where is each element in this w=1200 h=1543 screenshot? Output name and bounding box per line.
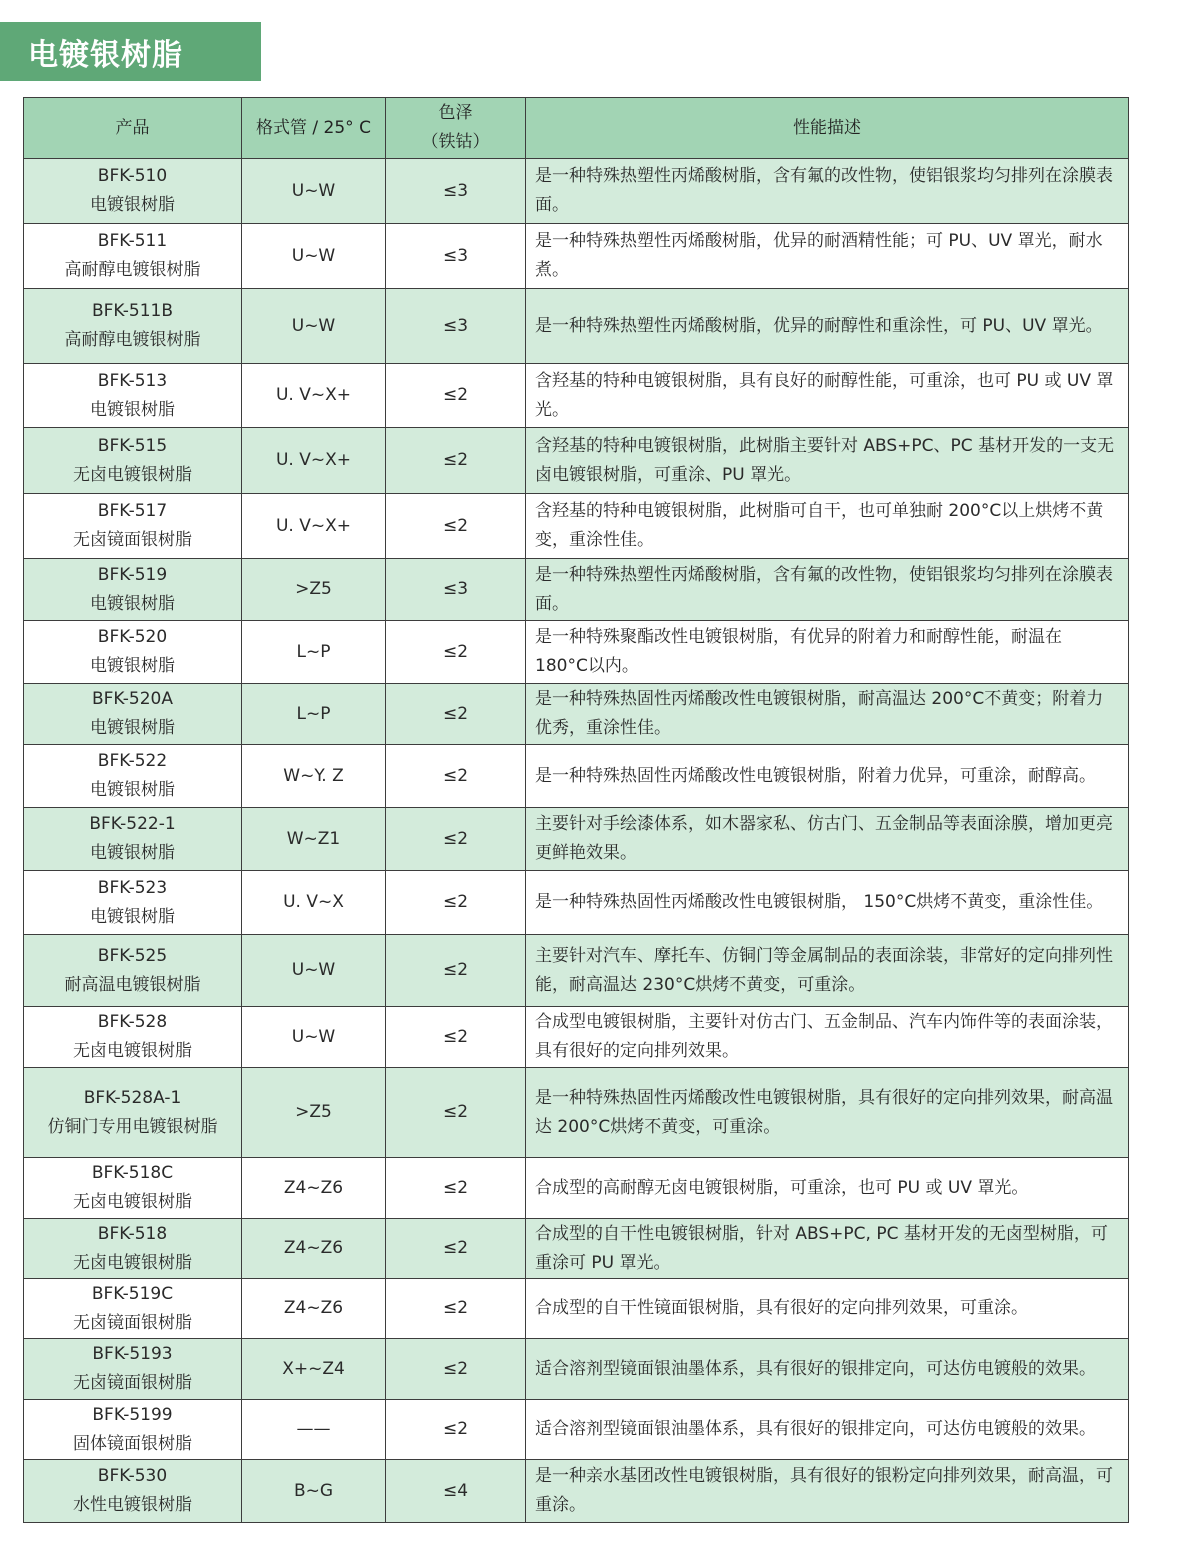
table-row (24, 745, 1129, 808)
product-cell (24, 559, 242, 621)
viscosity-cell: >Z5 (242, 1068, 386, 1158)
product-name: 无卤镜面银树脂 (73, 530, 192, 550)
color-cell: ≤2 (386, 428, 526, 494)
table-row (24, 1339, 1129, 1400)
product-code: BFK-528 (97, 1012, 168, 1032)
product-cell (24, 494, 242, 559)
product-spec-table (23, 97, 1129, 1523)
product-code: BFK-520A (91, 689, 173, 709)
table-row (24, 1158, 1129, 1219)
description-cell: 适合溶剂型镜面银油墨体系，具有很好的银排定向，可达仿电镀般的效果。 (526, 1339, 1129, 1400)
description-cell: 是一种特殊热塑性丙烯酸树脂，优异的耐醇性和重涂性，可 PU、UV 罩光。 (526, 289, 1129, 364)
section-title-band (0, 22, 261, 81)
product-name: 电镀银树脂 (90, 195, 175, 215)
product-cell (24, 1400, 242, 1460)
product-cell (24, 428, 242, 494)
header-color-line1: 色泽 (438, 103, 473, 123)
product-code: BFK-523 (97, 877, 168, 898)
product-cell (24, 364, 242, 428)
viscosity-cell: W~Z1 (242, 808, 386, 871)
product-code: BFK-511B (91, 301, 174, 321)
product-name: 仿铜门专用电镀银树脂 (47, 1116, 218, 1137)
product-name: 无卤电镀银树脂 (73, 1192, 192, 1212)
header-color (386, 98, 526, 159)
product-code: BFK-530 (97, 1466, 168, 1486)
color-cell: ≤2 (386, 1219, 526, 1279)
product-cell (24, 935, 242, 1007)
table-row (24, 1219, 1129, 1279)
product-name: 电镀银树脂 (90, 593, 175, 614)
section-title: 电镀银树脂 (28, 37, 183, 73)
description-cell: 是一种特殊聚酯改性电镀银树脂，有优异的附着力和耐醇性能，耐温在 180°C以内。 (526, 621, 1129, 684)
product-name: 高耐醇电镀银树脂 (64, 260, 201, 280)
product-code: BFK-5193 (92, 1344, 173, 1364)
product-code: BFK-522-1 (89, 814, 176, 834)
description-cell: 含羟基的特种电镀银树脂，此树脂主要针对 ABS+PC、PC 基材开发的一支无卤电镀银树脂，可重涂、PU 罩光。 (526, 428, 1129, 494)
color-cell: ≤2 (386, 621, 526, 684)
viscosity-cell: U~W (242, 1007, 386, 1068)
product-cell (24, 871, 242, 935)
viscosity-cell: Z4~Z6 (242, 1279, 386, 1339)
color-cell: ≤2 (386, 871, 526, 935)
table-row (24, 1400, 1129, 1460)
viscosity-cell: B~G (242, 1460, 386, 1523)
description-cell: 是一种特殊热固性丙烯酸改性电镀银树脂， 150°C烘烤不黄变，重涂性佳。 (526, 871, 1129, 935)
viscosity-cell: U. V~X+ (242, 428, 386, 494)
product-cell (24, 621, 242, 684)
product-name: 电镀银树脂 (90, 718, 175, 738)
table-row (24, 1460, 1129, 1523)
product-code: BFK-513 (97, 370, 168, 391)
product-name: 无卤电镀银树脂 (73, 1252, 192, 1273)
color-cell: ≤2 (386, 1007, 526, 1068)
color-cell: ≤2 (386, 808, 526, 871)
color-cell: ≤3 (386, 559, 526, 621)
product-name: 电镀银树脂 (90, 780, 175, 800)
product-cell (24, 159, 242, 224)
product-code: BFK-519 (97, 564, 168, 585)
color-cell: ≤2 (386, 745, 526, 808)
product-cell (24, 1007, 242, 1068)
description-cell: 是一种特殊热塑性丙烯酸树脂，含有氟的改性物，使铝银浆均匀排列在涂膜表面。 (526, 159, 1129, 224)
viscosity-cell: U~W (242, 935, 386, 1007)
product-cell (24, 1068, 242, 1158)
product-cell (24, 808, 242, 871)
viscosity-cell: >Z5 (242, 559, 386, 621)
viscosity-cell: L~P (242, 684, 386, 745)
color-cell: ≤2 (386, 1339, 526, 1400)
product-name: 高耐醇电镀银树脂 (64, 330, 201, 350)
description-cell: 是一种特殊热固性丙烯酸改性电镀银树脂，附着力优异，可重涂，耐醇高。 (526, 745, 1129, 808)
product-code: BFK-5199 (92, 1404, 173, 1425)
color-cell: ≤2 (386, 935, 526, 1007)
table-row (24, 559, 1129, 621)
description-cell: 是一种特殊热塑性丙烯酸树脂，含有氟的改性物，使铝银浆均匀排列在涂膜表面。 (526, 559, 1129, 621)
description-cell: 含羟基的特种电镀银树脂，具有良好的耐醇性能，可重涂，也可 PU 或 UV 罩光。 (526, 364, 1129, 428)
viscosity-cell: Z4~Z6 (242, 1158, 386, 1219)
description-cell: 合成型的自干性镜面银树脂，具有很好的定向排列效果，可重涂。 (526, 1279, 1129, 1339)
product-name: 电镀银树脂 (90, 843, 175, 863)
description-cell: 主要针对汽车、摩托车、仿铜门等金属制品的表面涂装，非常好的定向排列性能，耐高温达 230°C烘烤不黄变，可重涂。 (526, 935, 1129, 1007)
viscosity-cell: U~W (242, 289, 386, 364)
header-product: 产品 (24, 98, 242, 159)
table-row (24, 364, 1129, 428)
table-header-row (24, 98, 1129, 159)
product-code: BFK-519C (91, 1283, 174, 1304)
viscosity-cell: L~P (242, 621, 386, 684)
viscosity-cell: U. V~X (242, 871, 386, 935)
table-row (24, 1007, 1129, 1068)
product-code: BFK-522 (97, 751, 168, 771)
description-cell: 合成型的高耐醇无卤电镀银树脂，可重涂，也可 PU 或 UV 罩光。 (526, 1158, 1129, 1219)
product-code: BFK-518C (91, 1163, 174, 1183)
product-name: 无卤镜面银树脂 (73, 1373, 192, 1393)
description-cell: 含羟基的特种电镀银树脂，此树脂可自干，也可单独耐 200°C以上烘烤不黄变，重涂性佳。 (526, 494, 1129, 559)
product-cell (24, 684, 242, 745)
product-code: BFK-511 (97, 231, 168, 251)
product-cell (24, 1158, 242, 1219)
table-row (24, 289, 1129, 364)
product-name: 无卤镜面银树脂 (73, 1312, 192, 1333)
table-row (24, 1068, 1129, 1158)
color-cell: ≤3 (386, 224, 526, 289)
product-code: BFK-520 (97, 627, 168, 647)
color-cell: ≤2 (386, 494, 526, 559)
product-cell (24, 1339, 242, 1400)
product-cell (24, 745, 242, 808)
table-row (24, 159, 1129, 224)
product-name: 无卤电镀银树脂 (73, 464, 192, 485)
color-cell: ≤2 (386, 684, 526, 745)
product-cell (24, 1219, 242, 1279)
table-row (24, 1279, 1129, 1339)
viscosity-cell: U. V~X+ (242, 364, 386, 428)
product-name: 水性电镀银树脂 (73, 1495, 192, 1515)
color-cell: ≤2 (386, 1400, 526, 1460)
viscosity-cell: U. V~X+ (242, 494, 386, 559)
color-cell: ≤4 (386, 1460, 526, 1523)
color-cell: ≤2 (386, 1158, 526, 1219)
product-cell (24, 289, 242, 364)
color-cell: ≤2 (386, 1068, 526, 1158)
viscosity-cell: U~W (242, 224, 386, 289)
table-row (24, 494, 1129, 559)
description-cell: 适合溶剂型镜面银油墨体系，具有很好的银排定向，可达仿电镀般的效果。 (526, 1400, 1129, 1460)
description-cell: 是一种亲水基团改性电镀银树脂，具有很好的银粉定向排列效果，耐高温，可重涂。 (526, 1460, 1129, 1523)
description-cell: 合成型的自干性电镀银树脂，针对 ABS+PC, PC 基材开发的无卤型树脂，可重涂可 PU 罩光。 (526, 1219, 1129, 1279)
viscosity-cell: —— (242, 1400, 386, 1460)
table-row (24, 428, 1129, 494)
color-cell: ≤2 (386, 1279, 526, 1339)
viscosity-cell: Z4~Z6 (242, 1219, 386, 1279)
product-code: BFK-515 (97, 435, 168, 456)
product-code: BFK-528A-1 (83, 1087, 182, 1108)
product-cell (24, 1460, 242, 1523)
table-row (24, 871, 1129, 935)
description-cell: 合成型电镀银树脂，主要针对仿古门、五金制品、汽车内饰件等的表面涂装，具有很好的定向排列效果。 (526, 1007, 1129, 1068)
description-cell: 是一种特殊热塑性丙烯酸树脂，优异的耐酒精性能；可 PU、UV 罩光，耐水煮。 (526, 224, 1129, 289)
color-cell: ≤2 (386, 364, 526, 428)
table-row (24, 621, 1129, 684)
viscosity-cell: W~Y. Z (242, 745, 386, 808)
product-code: BFK-510 (97, 166, 168, 186)
product-name: 电镀银树脂 (90, 399, 175, 420)
product-code: BFK-525 (97, 945, 168, 966)
table-row (24, 224, 1129, 289)
description-cell: 是一种特殊热固性丙烯酸改性电镀银树脂，具有很好的定向排列效果，耐高温达 200°C烘烤不黄变，可重涂。 (526, 1068, 1129, 1158)
header-viscosity: 格式管 / 25° C (242, 98, 386, 159)
product-code: BFK-517 (97, 501, 168, 521)
product-name: 固体镜面银树脂 (73, 1433, 192, 1454)
header-color-line2: （铁钴） (421, 132, 490, 152)
product-name: 电镀银树脂 (90, 906, 175, 927)
color-cell: ≤3 (386, 289, 526, 364)
product-code: BFK-518 (97, 1223, 168, 1244)
table-row (24, 684, 1129, 745)
table-row (24, 935, 1129, 1007)
description-cell: 主要针对手绘漆体系，如木器家私、仿古门、五金制品等表面涂膜，增加更亮更鲜艳效果。 (526, 808, 1129, 871)
product-cell (24, 1279, 242, 1339)
table-row (24, 808, 1129, 871)
description-cell: 是一种特殊热固性丙烯酸改性电镀银树脂，耐高温达 200°C不黄变；附着力优秀，重涂性佳。 (526, 684, 1129, 745)
product-name: 电镀银树脂 (90, 656, 175, 676)
viscosity-cell: U~W (242, 159, 386, 224)
header-description: 性能描述 (526, 98, 1129, 159)
product-name: 无卤电镀银树脂 (73, 1041, 192, 1061)
product-name: 耐高温电镀银树脂 (64, 974, 201, 995)
color-cell: ≤3 (386, 159, 526, 224)
product-cell (24, 224, 242, 289)
viscosity-cell: X+~Z4 (242, 1339, 386, 1400)
